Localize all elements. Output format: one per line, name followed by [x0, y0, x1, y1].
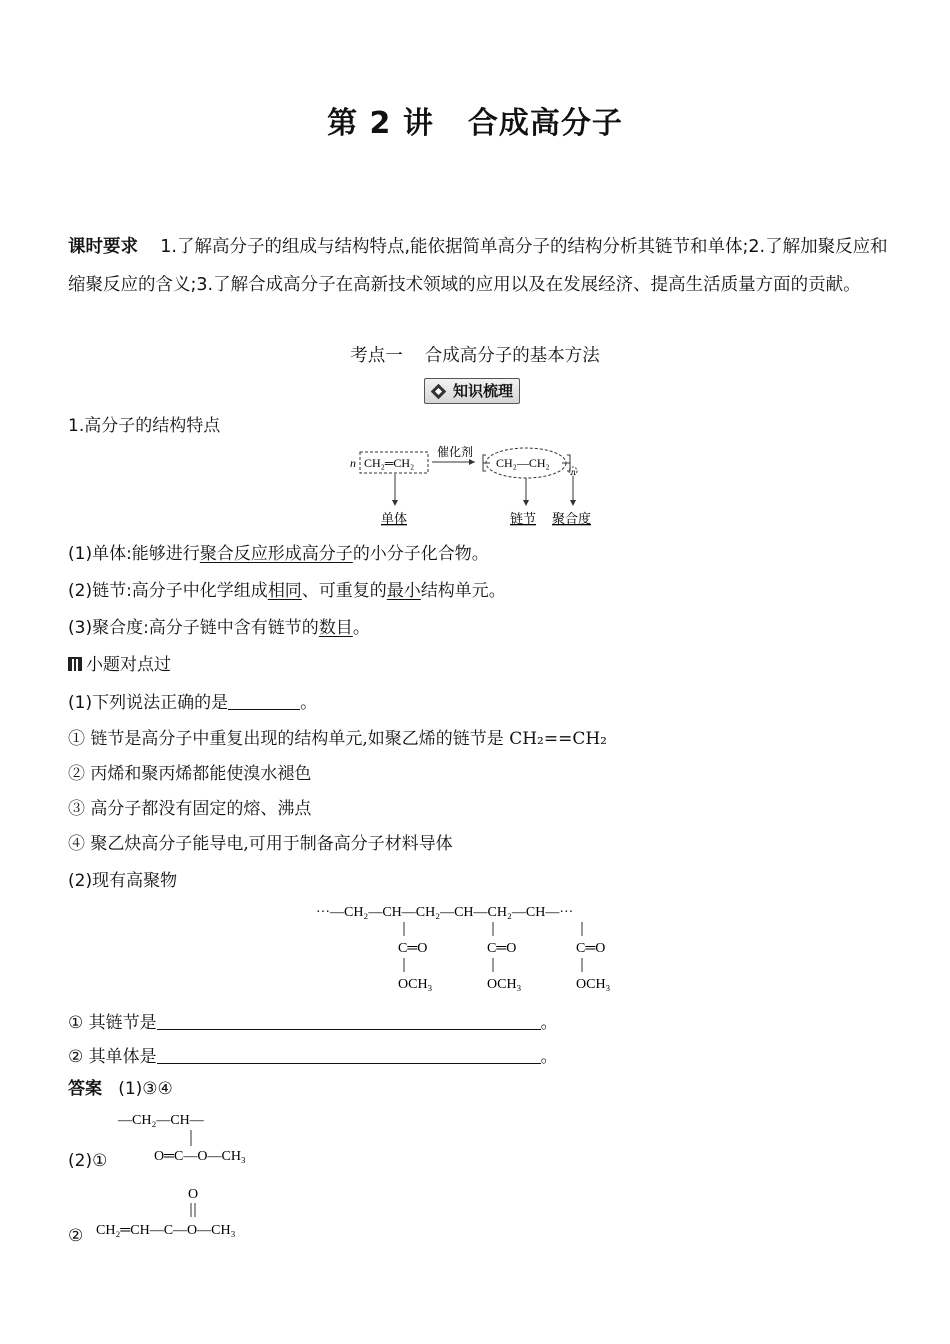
practice-icon — [68, 657, 82, 671]
answer-blank — [157, 1049, 541, 1064]
answer-blank — [157, 1015, 541, 1030]
option-2: ② 丙烯和聚丙烯都能使溴水褪色 — [68, 764, 312, 784]
diamond-icon — [431, 383, 447, 399]
carbonyl-3: C═O — [576, 941, 606, 956]
answer-monomer-structure — [94, 1182, 294, 1240]
practice-heading: 小题对点过 — [68, 650, 171, 675]
answer-unit-ester: O═C—O—CH₃ — [154, 1149, 246, 1164]
ester-3: OCH₃ — [576, 977, 611, 992]
label-unit: 链节 — [510, 511, 537, 526]
definition-degree: (3)聚合度:高分子链中含有链节的数目。 — [68, 618, 370, 638]
arrowhead — [469, 459, 475, 465]
answer-underline: 相同 — [267, 581, 302, 601]
ester-1: OCH₃ — [398, 977, 433, 992]
polymer-formula: CH₂—CH₂ — [496, 456, 550, 470]
polymer-chain: ···—CH₂—CH—CH₂—CH—CH₂—CH—··· — [316, 905, 574, 920]
polymer-structure — [312, 898, 642, 994]
page-title — [0, 98, 950, 142]
polymerization-diagram — [340, 440, 630, 532]
diagram-n: n — [350, 456, 356, 470]
section-title: 合成高分子的基本方法 — [424, 346, 600, 366]
requirements-label: 课时要求 — [68, 237, 138, 257]
answer-unit-chain: —CH₂—CH— — [118, 1113, 204, 1128]
monomer-formula-answer: CH₂═CH—C—O—CH₃ — [96, 1223, 236, 1238]
subheading-structure: 1.高分子的结构特点 — [68, 416, 221, 436]
answer-underline: 数目 — [318, 618, 353, 638]
question-1-stem: (1)下列说法正确的是 。 — [68, 693, 318, 713]
degree-n: n — [571, 467, 576, 477]
catalyst-label: 催化剂 — [437, 445, 474, 459]
knowledge-badge — [424, 378, 520, 404]
answer-3-label: ② — [68, 1226, 84, 1246]
definition-monomer: (1)单体:能够进行聚合反应形成高分子的小分子化合物。 — [68, 544, 489, 564]
question-2-sub2: ② 其单体是 。 — [68, 1047, 558, 1067]
lecture-number: 第 2 讲 — [327, 106, 434, 141]
answer-blank — [228, 695, 300, 710]
answer-underline: 最小 — [386, 581, 421, 601]
monomer-formula: CH₂═CH₂ — [364, 456, 415, 470]
question-2-sub1: ① 其链节是 。 — [68, 1013, 558, 1033]
arrowhead-monomer — [392, 500, 398, 506]
section-heading — [0, 342, 950, 367]
option-4: ④ 聚乙炔高分子能导电,可用于制备高分子材料导体 — [68, 834, 453, 854]
answer-line — [68, 1074, 173, 1099]
answer-1: (1)③④ — [118, 1079, 173, 1099]
answer-label: 答案 — [68, 1079, 102, 1099]
arrowhead-unit — [523, 500, 529, 506]
answer-underline: 聚合反应形成高分子 — [199, 544, 353, 564]
label-monomer: 单体 — [381, 511, 408, 526]
definition-unit: (2)链节:高分子中化学组成相同、可重复的最小结构单元。 — [68, 581, 506, 601]
badge-label: 知识梳理 — [453, 382, 514, 400]
carbonyl-1: C═O — [398, 941, 428, 956]
lecture-title: 合成高分子 — [467, 106, 623, 141]
course-requirements — [68, 228, 898, 304]
answer-unit-structure — [112, 1106, 292, 1164]
option-1: ① 链节是高分子中重复出现的结构单元,如聚乙烯的链节是 CH₂==CH₂ — [68, 729, 607, 749]
ester-2: OCH₃ — [487, 977, 522, 992]
label-degree: 聚合度 — [552, 511, 592, 526]
arrowhead-degree — [570, 500, 576, 506]
option-3: ③ 高分子都没有固定的熔、沸点 — [68, 799, 312, 819]
requirements-text: 1.了解高分子的组成与结构特点,能依据简单高分子的结构分析其链节和单体;2.了解加聚反应和缩聚反应的含义;3.了解合成高分子在高新技术领域的应用以及在发展经济、提高生活质量方面的贡献。 — [68, 237, 888, 295]
question-2-stem: (2)现有高聚物 — [68, 871, 178, 891]
section-number: 考点一 — [350, 346, 403, 366]
carbonyl-2: C═O — [487, 941, 517, 956]
answer-2-label: (2)① — [68, 1151, 108, 1171]
monomer-oxygen: O — [188, 1187, 199, 1202]
